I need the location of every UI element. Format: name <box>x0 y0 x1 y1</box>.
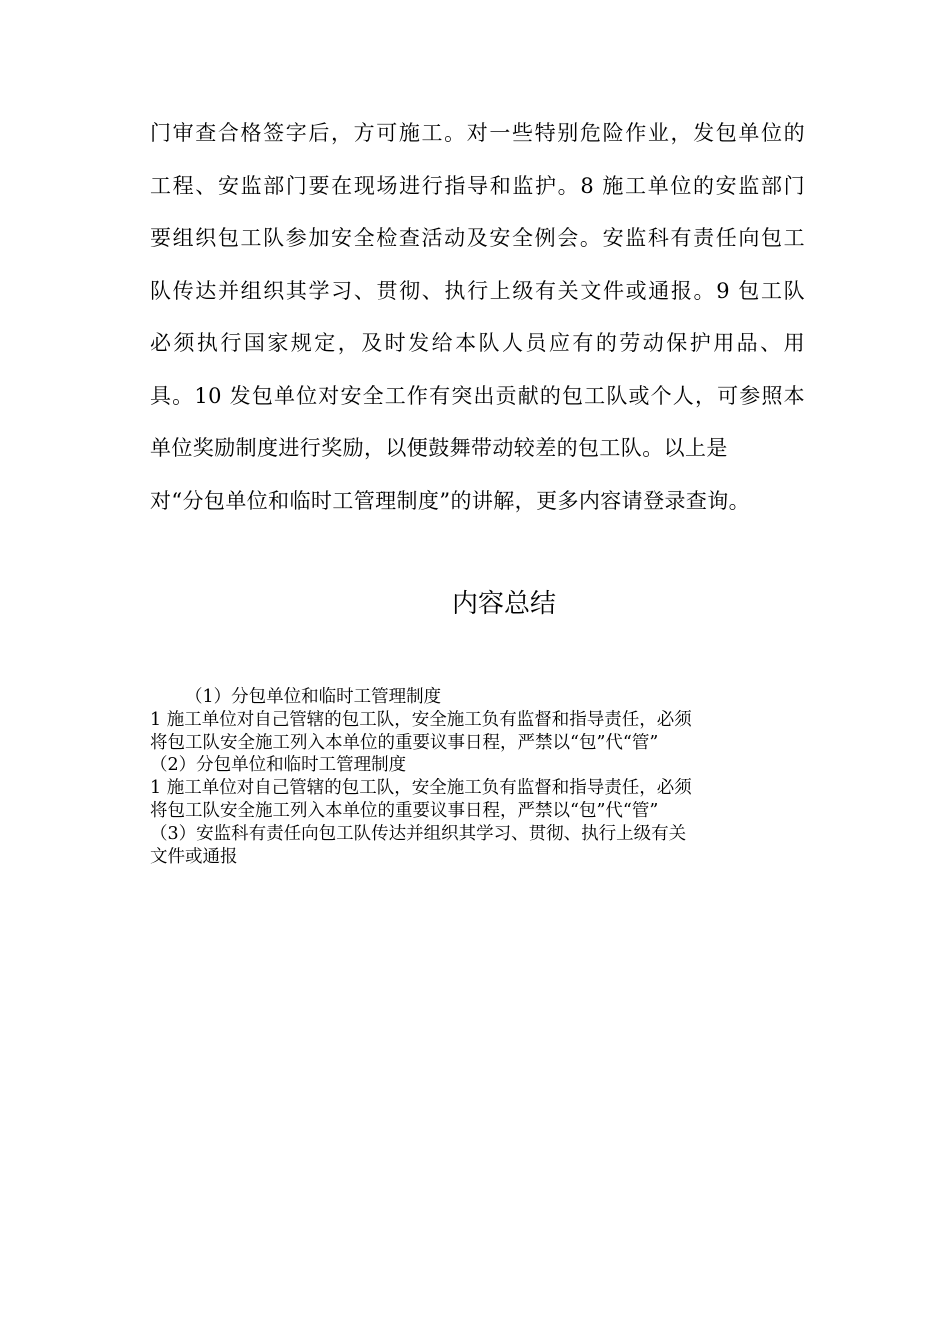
summary-line-4: （2）分包单位和临时工管理制度 <box>150 755 407 776</box>
summary-line-1: （1）分包单位和临时工管理制度 <box>185 687 442 707</box>
body-line-1: 门审查合格签字后，方可施工。对一些特别危险作业，发包单位的 <box>150 121 805 145</box>
summary-heading: 内容总结 <box>451 589 556 619</box>
summary-line-2: 1 施工单位对自己管辖的包工队，安全施工负有监督和指导责任，必须 <box>150 709 692 730</box>
summary-line-3: 将包工队安全施工列入本单位的重要议事日程，严禁以“包”代“管” <box>150 732 659 753</box>
body-line-3: 要组织包工队参加安全检查活动及安全例会。安监科有责任向包工 <box>150 226 805 250</box>
body-paragraph <box>150 118 805 538</box>
summary-section <box>150 686 800 868</box>
summary-line-8: 文件或通报 <box>150 846 238 867</box>
body-line-6: 具。10 发包单位对安全工作有突出贡献的包工队或个人，可参照本 <box>150 383 805 408</box>
body-line-8: 对“分包单位和临时工管理制度”的讲解，更多内容请登录查询。 <box>150 488 751 513</box>
summary-line-7: （3）安监科有责任向包工队传达并组织其学习、贯彻、执行上级有关 <box>150 823 687 844</box>
summary-line-5: 1 施工单位对自己管辖的包工队，安全施工负有监督和指导责任，必须 <box>150 778 692 799</box>
summary-line-6: 将包工队安全施工列入本单位的重要议事日程，严禁以“包”代“管” <box>150 800 659 821</box>
body-line-2: 工程、安监部门要在现场进行指导和监护。8 施工单位的安监部门 <box>150 173 805 198</box>
body-line-5: 必须执行国家规定，及时发给本队人员应有的劳动保护用品、用 <box>150 331 805 355</box>
body-line-7: 单位奖励制度进行奖励，以便鼓舞带动较差的包工队。以上是 <box>150 436 728 460</box>
body-line-4: 队传达并组织其学习、贯彻、执行上级有关文件或通报。9 包工队 <box>150 278 805 303</box>
